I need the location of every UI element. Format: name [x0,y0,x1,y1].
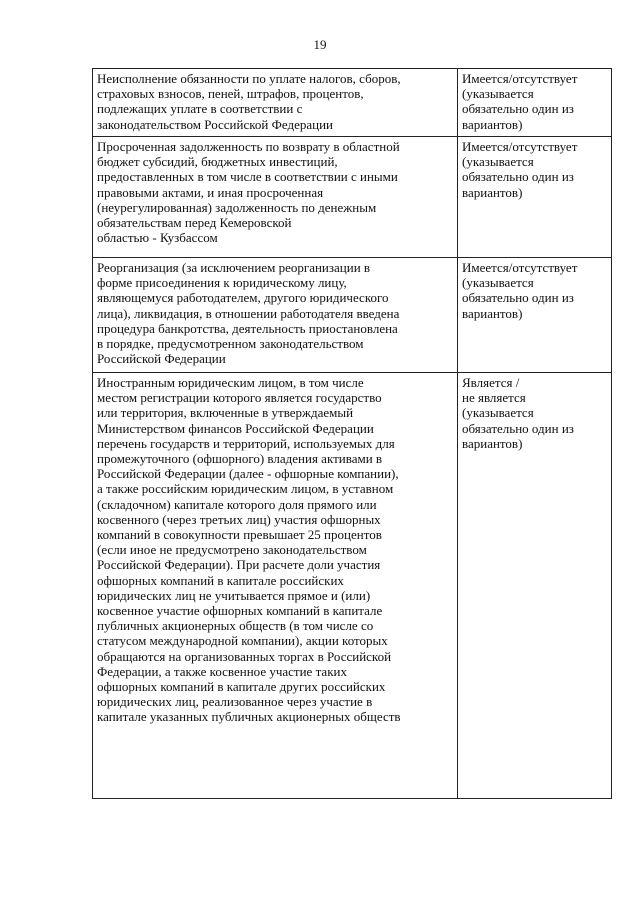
value-cell: Имеется/отсутствует (указывается обязательно один из вариантов) [458,69,612,137]
criterion-cell: Неисполнение обязанности по уплате налогов, сборов, страховых взносов, пеней, штрафов, процентов, подлежащих уплате в соответствии с законодательством Российской Федерации [93,69,458,137]
requirements-table [92,68,612,799]
criterion-cell: Просроченная задолженность по возврату в областной бюджет субсидий, бюджетных инвестиций, предоставленных в том числе в соответствии с иными правовыми актами, и иная просроченная (неурегулированная) задолженность по денежным обязательствам перед Кемеровской областью - Кузбассом [93,137,458,258]
criterion-cell: Реорганизация (за исключением реорганизации в форме присоединения к юридическому лицу, являющемуся работодателем, другого юридического лица), ликвидация, в отношении работодателя введена процедура банкротства, деятельность приостановлена в порядке, предусмотренном законодательством Российской Федерации [93,258,458,373]
value-cell: Имеется/отсутствует (указывается обязательно один из вариантов) [458,137,612,258]
table-row [93,69,612,137]
value-cell: Является / не является (указывается обязательно один из вариантов) [458,373,612,799]
table-row [93,258,612,373]
page-number: 19 [313,37,327,52]
value-cell: Имеется/отсутствует (указывается обязательно один из вариантов) [458,258,612,373]
criterion-cell: Иностранным юридическим лицом, в том числе местом регистрации которого является государство или территория, включенные в утверждаемый Министерством финансов Российской Федерации перечень государств и территорий, используемых для промежуточного (офшорного) владения активами в Российской Федерации (далее - офшорные компании), а также российским юридическим лицом, в уставном (складочном) капитале которого доля прямого или косвенного (через третьих лиц) участия офшорных компаний в совокупности превышает 25 процентов (если иное не предусмотрено законодательством Российской Федерации). При расчете доли участия офшорных компаний в капитале российских юридических лиц не учитывается прямое и (или) косвенное участие офшорных компаний в капитале публичных акционерных обществ (в том числе со статусом международной компании), акции которых обращаются на организованных торгах в Российской Федерации, а также косвенное участие таких офшорных компаний в капитале других российских юридических лиц, реализованное через участие в капитале указанных публичных акционерных обществ [93,373,458,799]
table-row [93,373,612,799]
table-row [93,137,612,258]
